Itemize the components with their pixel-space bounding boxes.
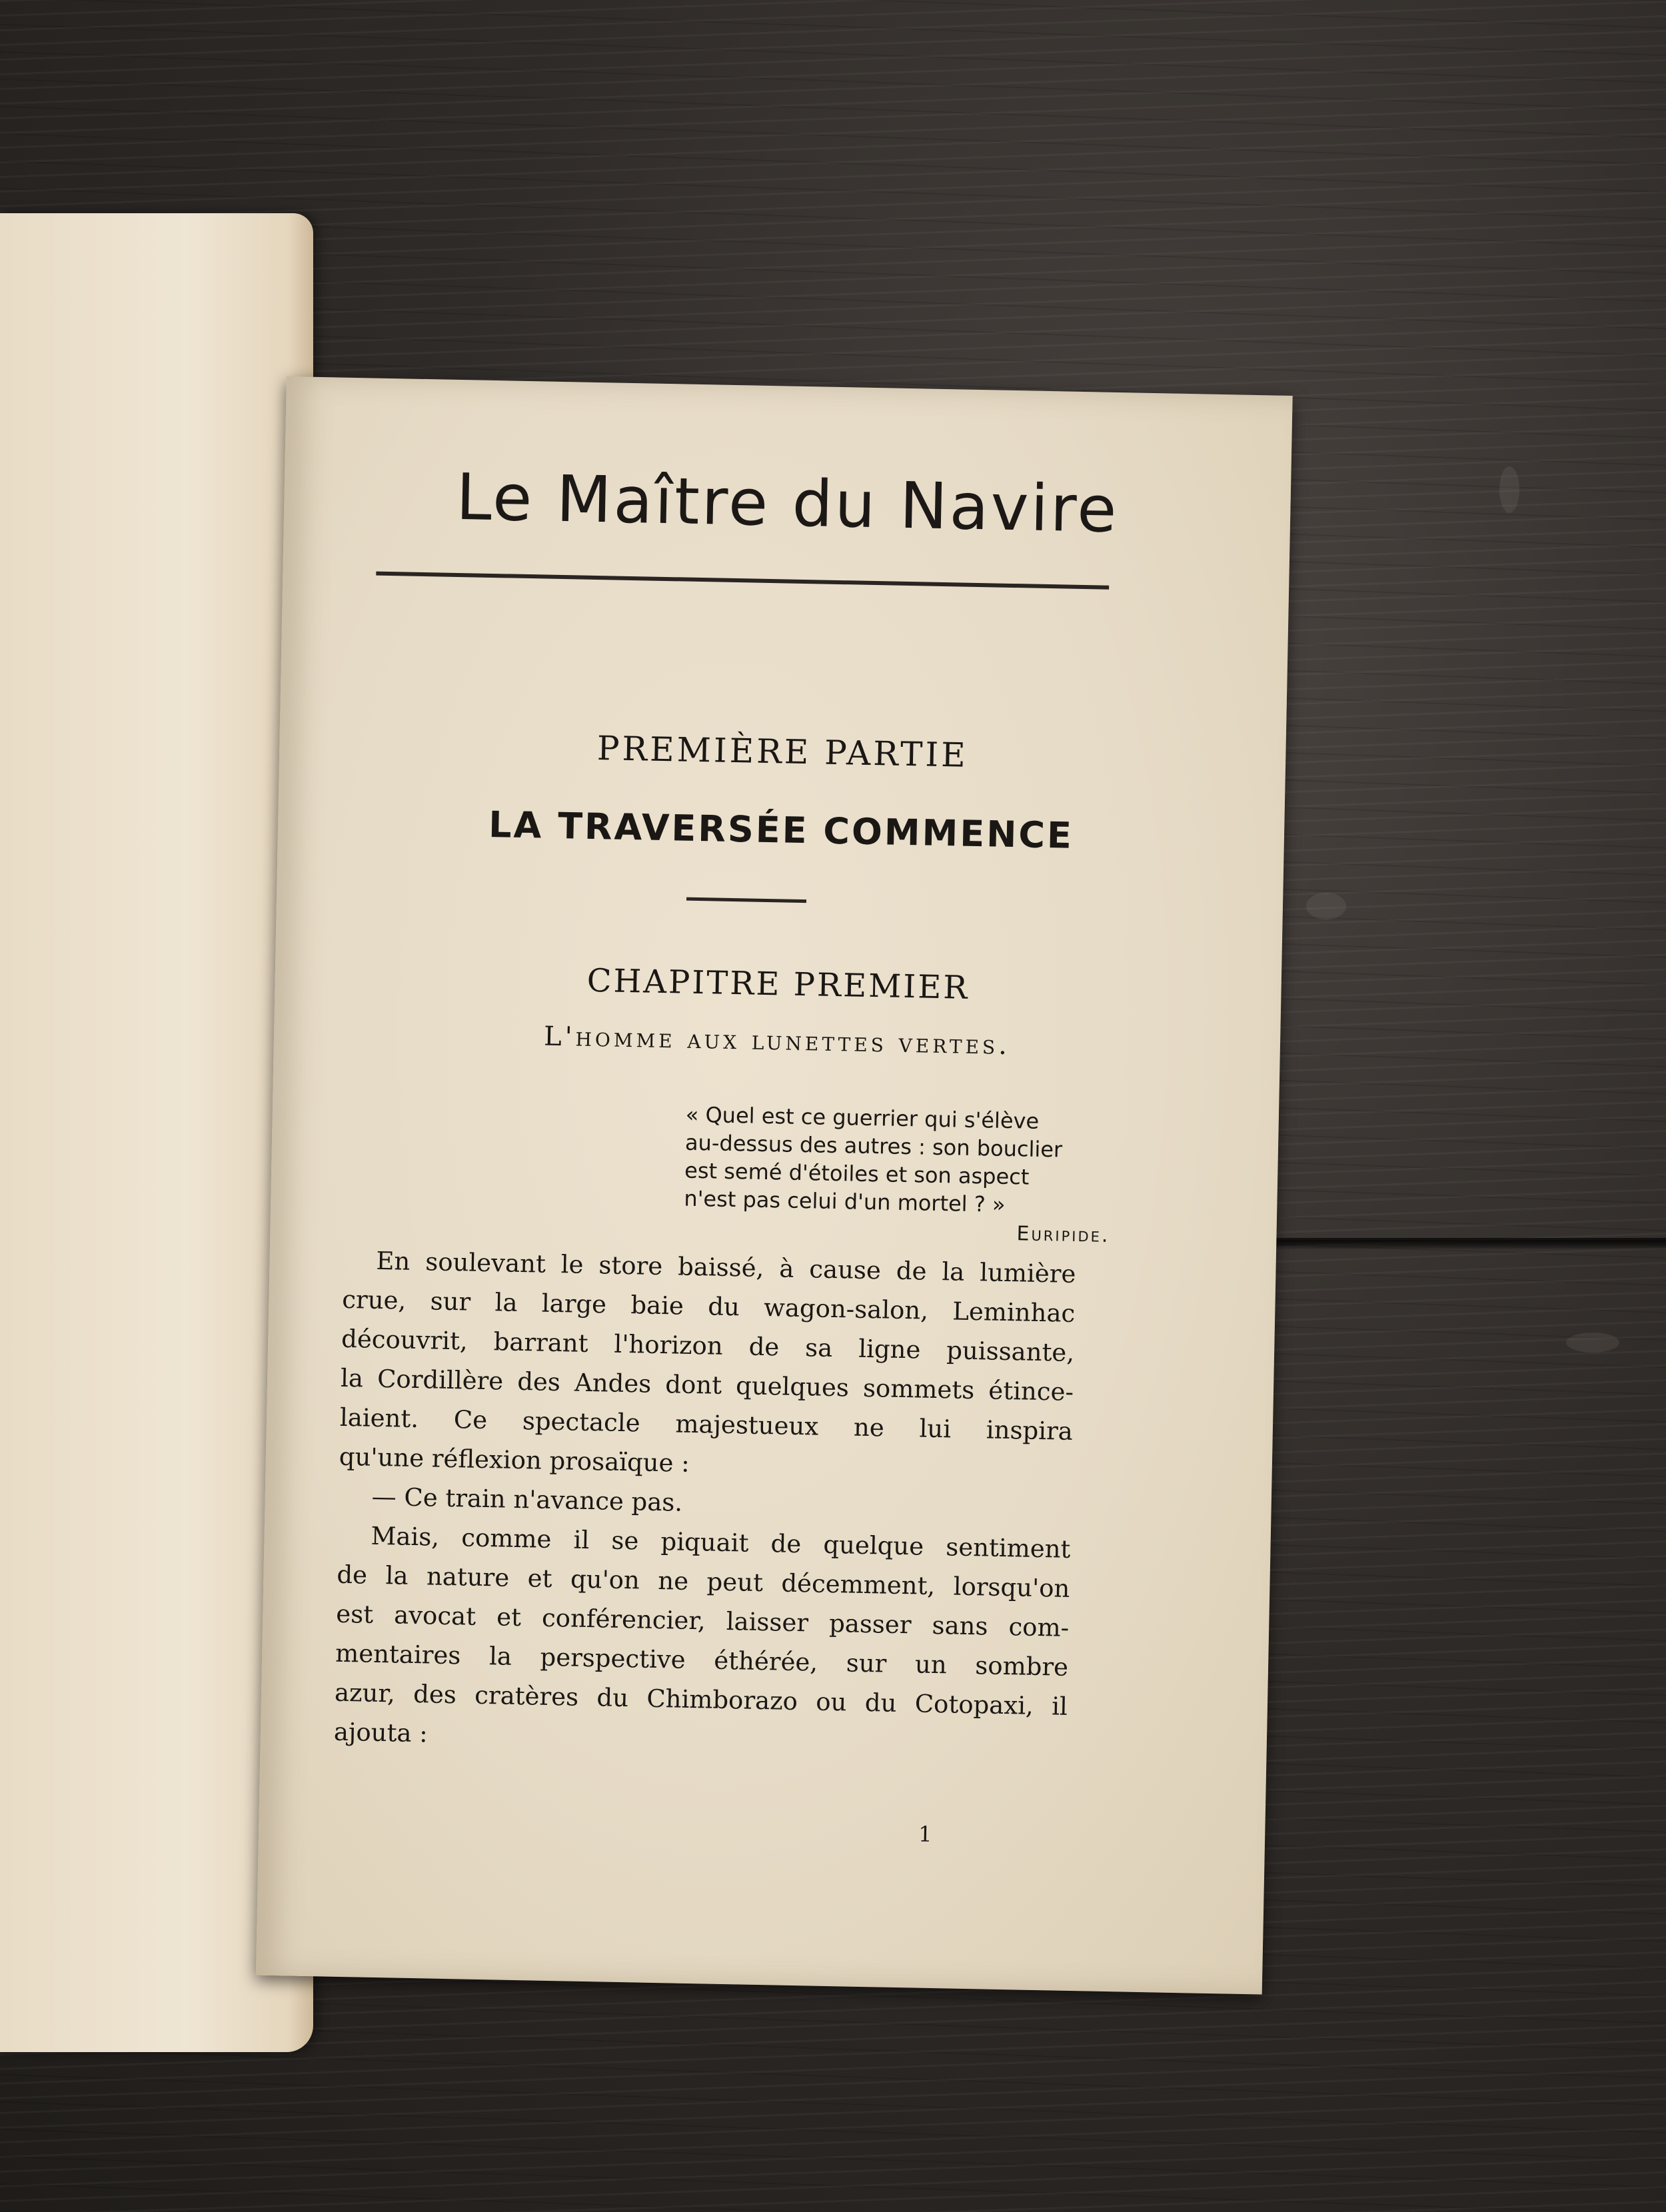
epigraph-line: au-dessus des autres : son bouclier: [684, 1129, 1063, 1163]
section-rule: [686, 897, 806, 903]
part-title: LA TRAVERSÉE COMMENCE: [488, 803, 1074, 857]
chapter-label: CHAPITRE PREMIER: [586, 961, 970, 1007]
body-line: laient. Ce spectacle majestueux ne lui inspira: [339, 1402, 1074, 1446]
body-line: est avocat et conférencier, laisser passer sans com-: [335, 1599, 1070, 1642]
book-page: [256, 376, 1293, 1995]
epigraph-line: n'est pas celui d'un mortel ? »: [684, 1185, 1006, 1217]
epigraph-line: est semé d'étoiles et son aspect: [684, 1157, 1030, 1190]
epigraph: [683, 1101, 1152, 1251]
body-line: ajouta :: [333, 1717, 428, 1748]
body-line: Mais, comme il se piquait de quelque sentiment: [371, 1521, 1071, 1564]
body-line: mentaires la perspective éthérée, sur un sombre: [335, 1638, 1069, 1682]
body-line: crue, sur la large baie du wagon-salon, Leminhac: [342, 1285, 1076, 1328]
epigraph-line: « Quel est ce guerrier qui s'élève: [685, 1101, 1040, 1134]
wood-knot: [1566, 1333, 1619, 1353]
chapter-title: L'homme aux lunettes vertes.: [543, 1021, 1011, 1061]
book-title: Le Maître du Navire: [455, 459, 1120, 547]
table-board-seam: [1240, 1238, 1666, 1249]
epigraph-author: Euripide.: [1016, 1222, 1110, 1247]
title-rule: [376, 572, 1109, 590]
body-line: découvrit, barrant l'horizon de sa ligne puissante,: [341, 1324, 1075, 1367]
body-line: qu'une réflexion prosaïque :: [339, 1442, 690, 1478]
page-number: 1: [918, 1821, 932, 1847]
body-line: de la nature et qu'on ne peut décemment, lorsqu'on: [337, 1560, 1070, 1603]
wood-knot: [1306, 893, 1346, 919]
body-line: En soulevant le store baissé, à cause de la lumière: [376, 1246, 1076, 1289]
wood-knot: [1499, 466, 1519, 513]
body-line: azur, des cratères du Chimborazo ou du Cotopaxi, il: [334, 1678, 1068, 1721]
part-label: PREMIÈRE PARTIE: [596, 729, 969, 775]
body-line: la Cordillère des Andes dont quelques sommets étince-: [340, 1363, 1074, 1406]
body-line: — Ce train n'avance pas.: [371, 1482, 683, 1517]
body-text: [333, 1241, 1076, 1766]
